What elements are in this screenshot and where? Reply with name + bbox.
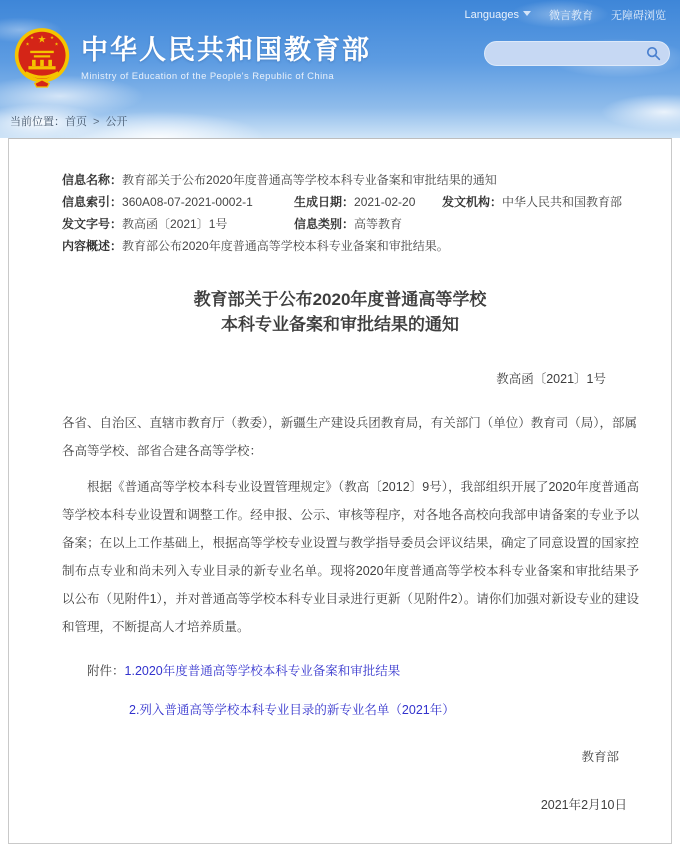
document-signer: 教育部 [581,750,619,764]
breadcrumb-prefix: 当前位置： [10,116,65,128]
svg-text:★: ★ [37,34,47,46]
svg-text:★: ★ [30,34,35,40]
meta-row-docno [62,213,639,235]
body-paragraph: 根据《普通高等学校本科专业设置管理规定》（教高〔2012〕9号），我部组织开展了2020年度普通高等学校本科专业设置和调整工作。经申报、公示、审核等程序，对各地各高校向我部申请备案的专业予以备案；在以上工作基础上，根据高等学校专业设置与教学指导委员会评议结果，确定了同意设置的国家控制布点专业和尚未列入专业目录的新专业名单。现将2020年度普通高等学校本科专业备案和审批结果予以公布（见附件1），并对普通高等学校本科专业目录进行更新（见附件2）。请你们加强对新设专业的建设和管理，不断提高人才培养质量。 [62,480,639,634]
site-brand [13,27,371,89]
meta-agency-label: 发文机构： [442,195,503,209]
languages-menu[interactable] [465,9,531,21]
breadcrumb-separator: > [93,116,100,128]
document-title-line1: 教育部关于公布2020年度普通高等学校 [193,290,487,309]
site-title: 中华人民共和国教育部 [81,35,371,65]
languages-label: Languages [464,9,519,21]
document-number: 教高函〔2021〕1号 [496,372,606,386]
attachment-label: 附件： [87,664,125,678]
meta-category-value: 高等教育 [354,217,403,231]
weiyan-link[interactable]: 微言教育 [549,10,593,22]
attachments-section [62,663,639,719]
meta-docno-value: 教高函〔2021〕1号 [122,217,228,231]
meta-row-summary [62,235,639,257]
meta-index-label: 信息索引： [62,195,123,209]
breadcrumb-home-link[interactable]: 首页 [65,116,87,128]
document-card [8,138,672,844]
national-emblem-logo [13,27,71,89]
meta-summary-label: 内容概述： [62,239,123,253]
search-icon[interactable] [646,46,661,61]
site-subtitle: Ministry of Education of the People's Republic of China [81,71,334,82]
breadcrumb-current-link[interactable]: 公开 [105,116,128,128]
meta-docno-label: 发文字号： [62,217,123,231]
header-banner [0,0,680,138]
meta-category-label: 信息类别： [294,217,355,231]
svg-text:★: ★ [25,41,30,47]
svg-text:★: ★ [49,34,54,40]
search-box[interactable] [484,41,670,66]
meta-summary-value: 教育部公布2020年度普通高等学校本科专业备案和审批结果。 [122,239,449,253]
search-input[interactable] [497,47,646,61]
brand-text [81,34,371,82]
document-body [62,409,639,719]
accessibility-link[interactable]: 无障碍浏览 [611,10,666,22]
document-title-line2: 本科专业备案和审批结果的通知 [221,315,459,334]
meta-row-index [62,191,639,213]
document-meta-table [62,169,639,257]
meta-index-value: 360A08-07-2021-0002-1 [122,195,253,209]
attachment-link-2[interactable]: 2.列入普通高等学校本科专业目录的新专业名单（2021年） [129,703,455,717]
meta-name-label: 信息名称： [62,173,123,187]
meta-date-label: 生成日期： [294,195,355,209]
header-top-links [465,7,666,23]
meta-row-name [62,169,639,191]
document-date: 2021年2月10日 [540,798,627,812]
breadcrumb [10,113,127,129]
chevron-down-icon [523,11,531,16]
document-title [9,287,671,337]
meta-date-value: 2021-02-20 [354,195,416,209]
attachment-link-1[interactable]: 1.2020年度普通高等学校本科专业备案和审批结果 [124,664,401,678]
meta-agency-value: 中华人民共和国教育部 [502,195,623,209]
meta-name-value: 教育部关于公布2020年度普通高等学校本科专业备案和审批结果的通知 [122,173,497,187]
svg-text:★: ★ [54,41,59,47]
salutation-paragraph: 各省、自治区、直辖市教育厅（教委），新疆生产建设兵团教育局，有关部门（单位）教育司（局），部属各高等学校、部省合建各高等学校： [62,416,638,458]
